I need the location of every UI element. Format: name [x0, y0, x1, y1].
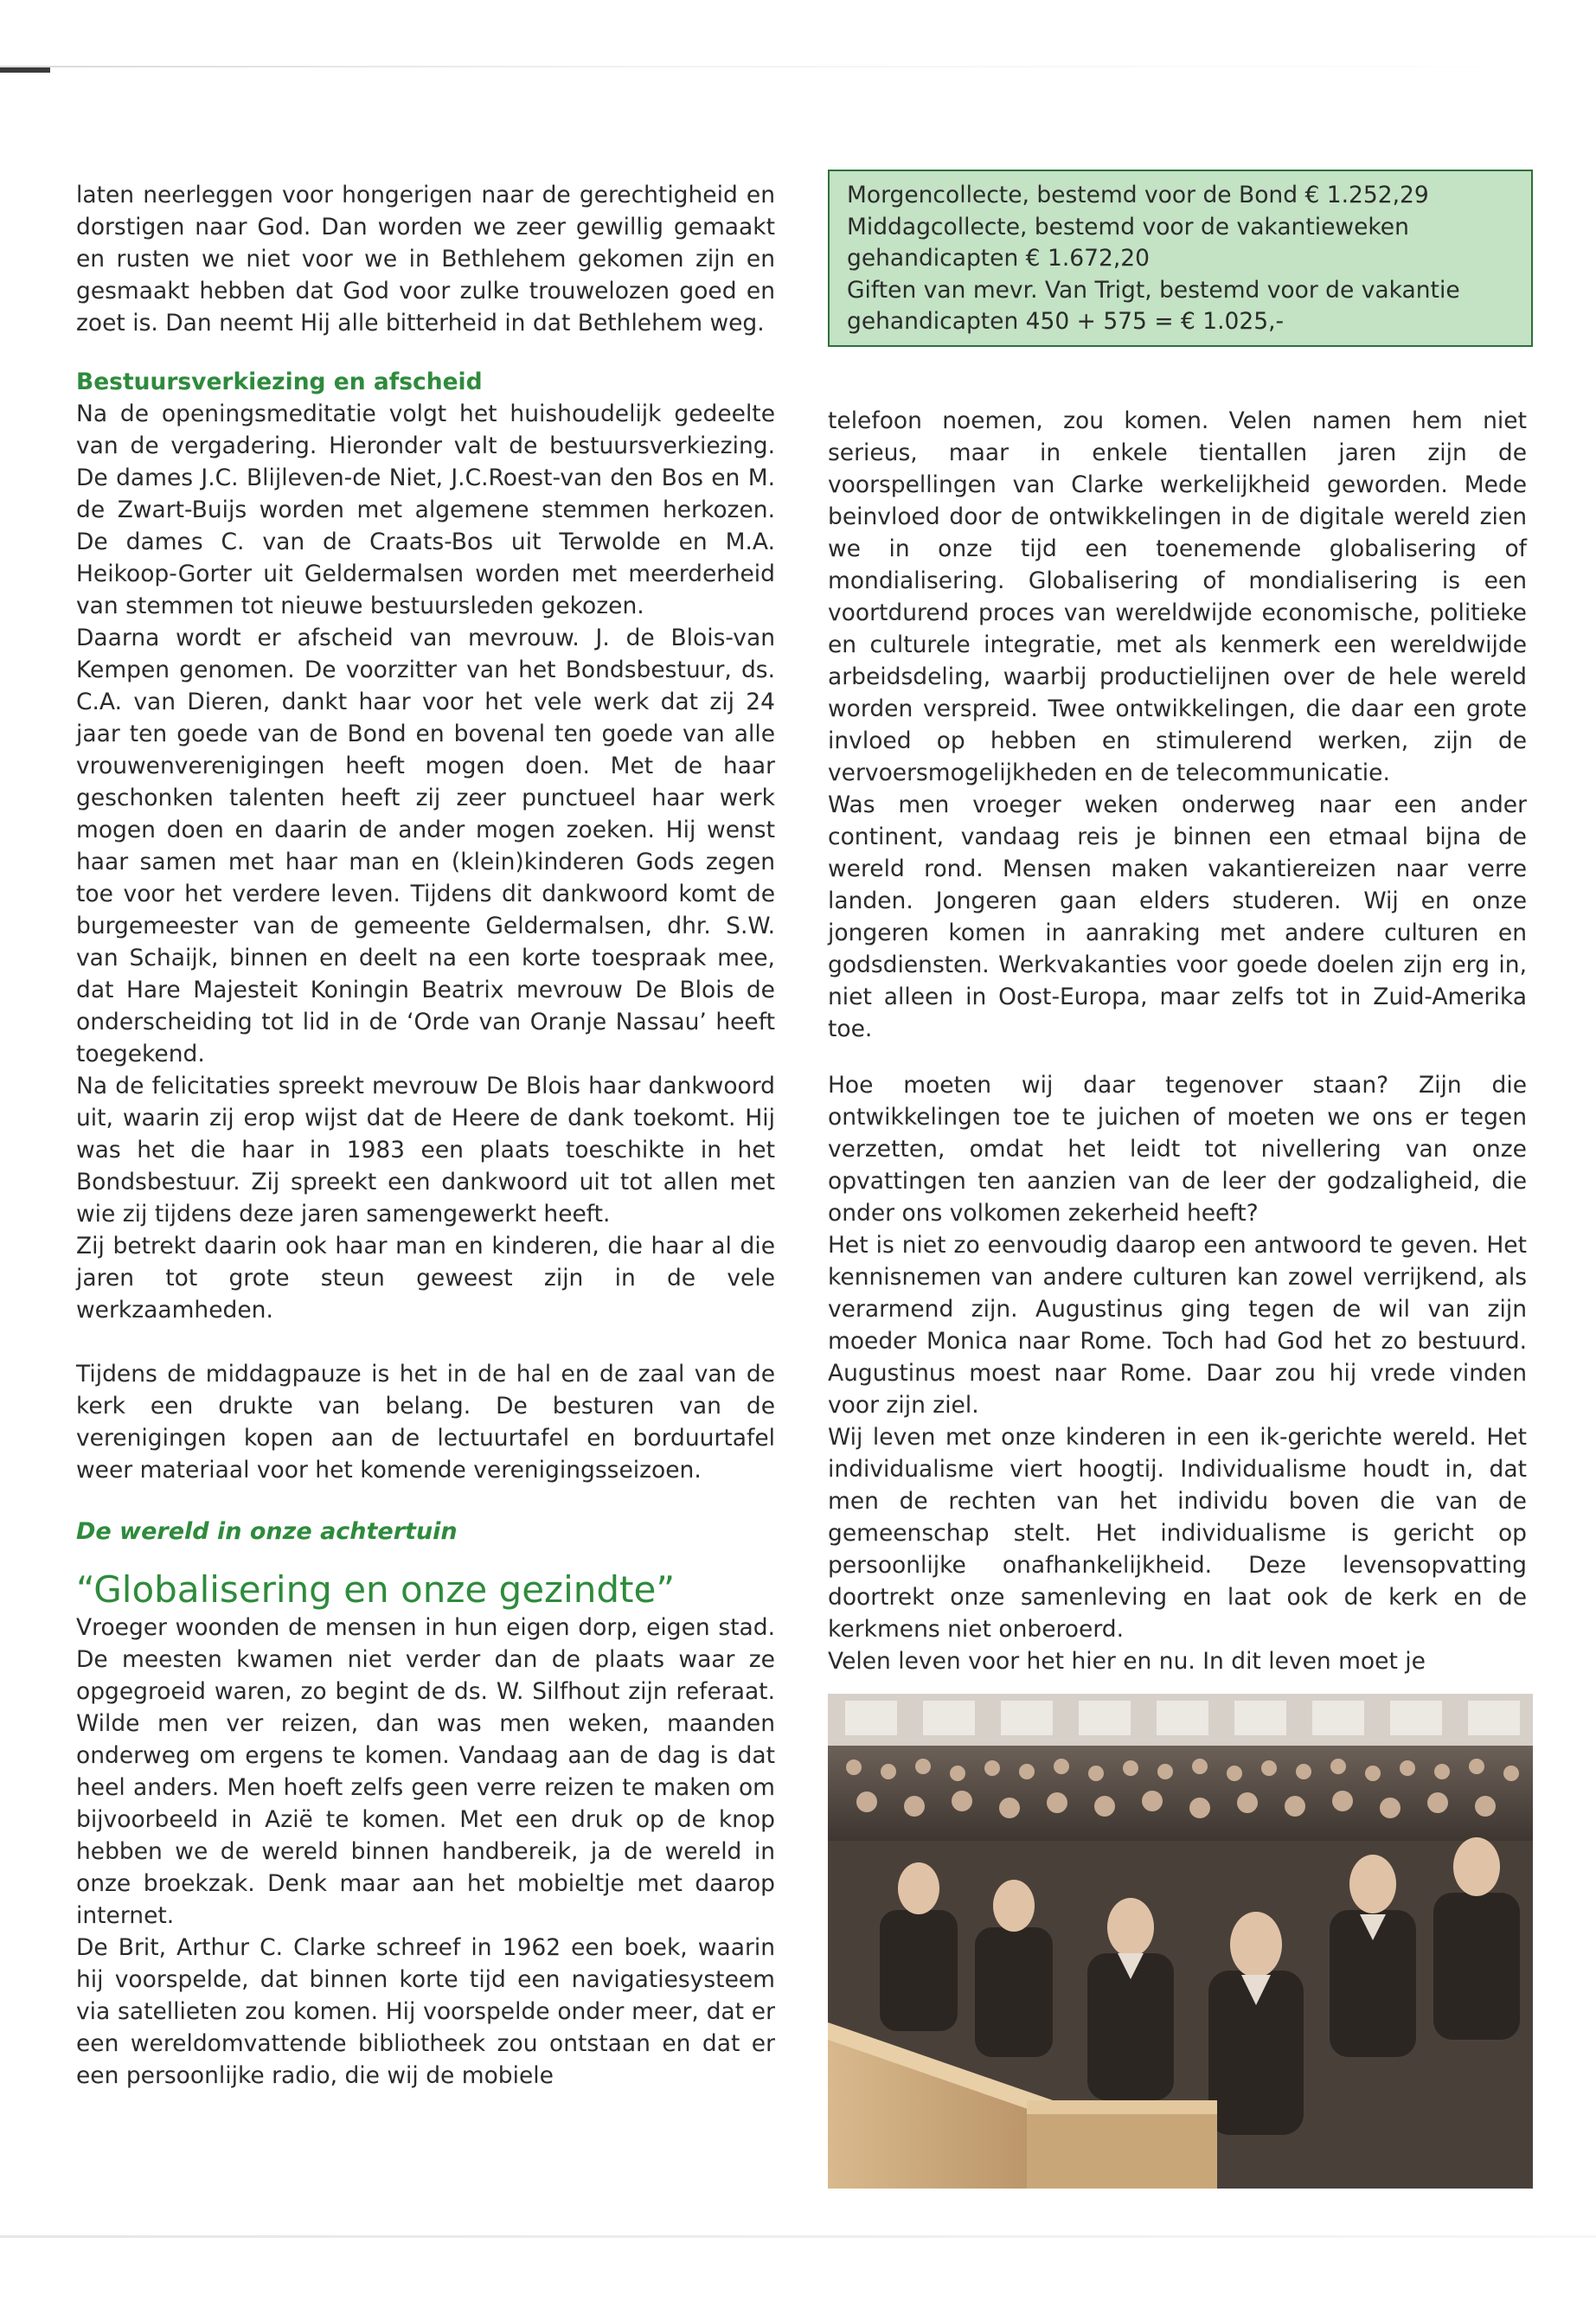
collection-line-morning: Morgencollecte, bestemd voor de Bond € 1.252,29 [847, 182, 1429, 208]
paragraph-travel: Was men vroeger weken onderweg naar een ander continent, vandaag reis je binnen een etmaal bijna de wereld rond. Mensen maken vakantiereizen naar verre landen. Jongeren gaan elders studeren. Wij en onze jongeren komen in aanraking met andere culturen en godsdiensten. Werkvakanties voor goede doelen zijn erg in, niet alleen in Oost-Europa, maar zelfs tot in Zuid-Amerika toe. [828, 792, 1527, 1042]
page-top-edge [0, 66, 1596, 67]
paragraph-lunch-break: Tijdens de middagpauze is het in de hal en de zaal van de kerk een drukte van belang. De besturen van de verenigingen kopen aan de lectuurtafel en borduurtafel weer materiaal voor het komende verenigingsseizoen. [76, 1361, 775, 1484]
paragraph-here-and-now: Velen leven voor het hier en nu. In dit leven moet je [828, 1648, 1426, 1675]
collection-line-afternoon: Middagcollecte, bestemd voor de vakantieweken [847, 213, 1409, 240]
collection-info-box [828, 170, 1533, 347]
paragraph-election: Na de openingsmeditatie volgt het huishoudelijk gedeelte van de vergadering. Hieronder valt de bestuursverkiezing. De dames J.C. Blijleven-de Niet, J.C.Roest-van den Bos en M. de Zwart-Buijs worden met algemene stemmen herkozen. De dames C. van de Craats-Bos uit Terwolde en M.A. Heikoop-Gorter uit Geldermalsen worden met meerderheid van stemmen tot nieuwe bestuursleden gekozen. [76, 401, 775, 619]
collection-line-gifts: Giften van mevr. Van Trigt, bestemd voor de vakantie [847, 276, 1460, 304]
paragraph-thanks: Na de felicitaties spreekt mevrouw De Blois haar dankwoord uit, waarin zij erop wijst dat de Heere de dank toekomt. Hij was het die haar in 1983 een plaats toeschikte in het Bondsbestuur. Zij spreekt een dankwoord uit tot allen met wie zij tijdens deze jaren samengewerkt heeft. [76, 1073, 775, 1227]
intro-paragraph: laten neerleggen voor hongerigen naar de gerechtigheid en dorstigen naar God. Dan worden we zeer gewillig gemaakt en rusten we niet voor we in Bethlehem gekomen zijn en gesmaakt hebben dat God voor zulke trouwelozen goed en zoet is. Dan neemt Hij alle bitterheid in dat Bethlehem weg. [76, 182, 775, 336]
subheading-board-election: Bestuursverkiezing en afscheid [76, 369, 483, 395]
paragraph-clarke-continued: telefoon noemen, zou komen. Velen namen hem niet serieus, maar in enkele tientallen jaren zijn de voorspellingen van Clarke werkelijkheid geworden. Mede beinvloed door de ontwikkelingen in de digitale wereld zien we in onze tijd een toenemende globalisering of mondialisering. Globalisering of mondialisering is een voortdurend proces van wereldwijde economische, politieke en culturele integratie, met als kenmerk een wereldwijde arbeidsdeling, waarbij productielijnen over de hele wereld worden verspreid. Twee ontwikkelingen, die daar een grote invloed op hebben en stimulerend werken, zijn de vervoersmogelijkheden en de telecommunicatie. [828, 407, 1527, 786]
page-corner-mark [0, 67, 50, 73]
collection-line-afternoon-amount: gehandicapten € 1.672,20 [847, 245, 1150, 272]
church-congregation-photo [828, 1694, 1533, 2189]
paragraph-question: Hoe moeten wij daar tegenover staan? Zijn die ontwikkelingen toe te juichen of moeten we ons er tegen verzetten, omdat het leidt tot nivellering van onze opvattingen ten aanzien van de leer der godzaligheid, die onder ons volkomen zekerheid heeft? [828, 1072, 1527, 1227]
photo-illustration [828, 1694, 1533, 2189]
page-bottom-edge [0, 2235, 1596, 2238]
paragraph-augustine: Het is niet zo eenvoudig daarop een antwoord te geven. Het kennisnemen van andere culturen kan zowel verrijkend, als verarmend zijn. Augustinus ging tegen de wil van zijn moeder Monica naar Rome. Toch had God het zo bestuurd. Augustinus moest naar Rome. Daar zou hij vrede vinden voor zijn ziel. [828, 1232, 1527, 1419]
section-kicker: De wereld in onze achtertuin [76, 1518, 458, 1545]
right-column [828, 405, 1527, 1677]
paragraph-globalisation-intro: Vroeger woonden de mensen in hun eigen dorp, eigen stad. De meesten kwamen niet verder dan de plaats waar ze opgegroeid waren, zo begint de ds. W. Silfhout zijn referaat. Wilde men ver reizen, dan was men weken, maanden onderweg om ergens te komen. Vandaag aan de dag is dat heel anders. Men hoeft zelfs geen verre reizen te maken om bijvoorbeeld in Azië te komen. Met een druk op de knop hebben we de wereld binnen handbereik, ja de wereld in onze broekzak. Denk maar aan het mobieltje met daarop internet. [76, 1614, 775, 1929]
article-title: “Globalisering en onze gezindte” [76, 1568, 676, 1611]
paragraph-clarke: De Brit, Arthur C. Clarke schreef in 1962 een boek, waarin hij voorspelde, dat binnen korte tijd een navigatiesysteem via satellieten zou komen. Hij voorspelde onder meer, dat er een wereldomvattende bibliotheek zou ontstaan en dat er een persoonlijke radio, die wij de mobiele [76, 1934, 775, 2089]
paragraph-farewell: Daarna wordt er afscheid van mevrouw. J. de Blois-van Kempen genomen. De voorzitter van het Bondsbestuur, ds. C.A. van Dieren, dankt haar voor het vele werk dat zij 24 jaar ten goede van de Bond en bovenal ten goede van alle vrouwenverenigingen heeft mogen doen. Met de haar geschonken talenten heeft zij zeer punctueel haar werk mogen doen en daarin de ander mogen zoeken. Hij wenst haar samen met haar man en (klein)kinderen Gods zegen toe voor het verdere leven. Tijdens dit dankwoord komt de burgemeester van de gemeente Geldermalsen, dhr. S.W. van Schaijk, binnen en deelt na een korte toespraak mee, dat Hare Majesteit Koningin Beatrix mevrouw De Blois de onderscheiding tot lid in de ‘Orde van Oranje Nassau’ heeft toegekend. [76, 625, 775, 1067]
paragraph-family: Zij betrekt daarin ook haar man en kinderen, die haar al die jaren tot grote steun geweest zijn in de vele werkzaamheden. [76, 1233, 775, 1324]
left-column [76, 179, 775, 2092]
collection-line-gifts-amount: gehandicapten 450 + 575 = € 1.025,- [847, 308, 1285, 335]
paragraph-individualism: Wij leven met onze kinderen in een ik-gerichte wereld. Het individualisme viert hoogtij. Individualisme houdt in, dat men de rechten van het individu boven die van de gemeenschap stelt. Het individualisme is gericht op persoonlijke onafhankelijkheid. Deze levensopvatting doortrekt onze samenleving en laat ook de kerk en de kerkmens niet onberoerd. [828, 1424, 1527, 1643]
